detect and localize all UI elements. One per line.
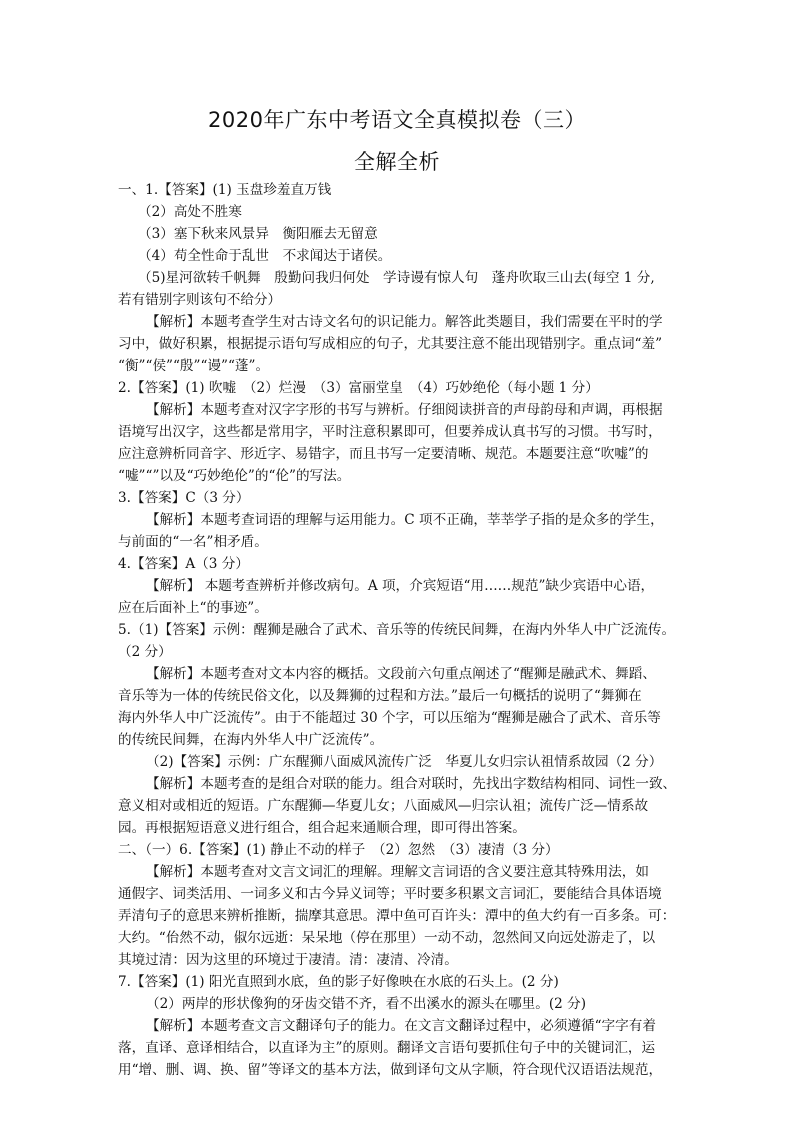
text-line: 若有错别字则该句不给分）: [118, 292, 282, 308]
text-line: 【解析】本题考查对文本内容的概括。文段前六句重点阐述了“醒狮是融武术、舞蹈、: [146, 666, 656, 682]
text-line: 应在后面补上“的事迹”。: [118, 600, 268, 616]
text-line: 【解析】本题考查词语的理解与运用能力。C 项不正确，莘莘学子指的是众多的学生，: [146, 512, 664, 528]
text-line: 【解析】本题考查文言文翻译句子的能力。在文言文翻译过程中，必须遵循“字字有着: [146, 1018, 656, 1034]
text-line: （2 分）: [118, 644, 172, 660]
text-line: 海内外华人中广泛流传”。由于不能超过 30 个字，可以压缩为“醒狮是融合了武术、音乐等: [118, 710, 661, 726]
text-line: 用“增、删、调、换、留”等译文的基本方法，做到译句文从字顺，符合现代汉语语法规范，: [118, 1062, 663, 1078]
text-line: 【解析】 本题考查辨析并修改病句。A 项，介宾短语“用……规范”缺少宾语中心语，: [146, 578, 655, 594]
text-line: 意义相对或相近的短语。广东醒狮—华夏儿女；八面威风—归宗认祖；流传广泛—情系故: [118, 798, 649, 814]
text-line: 其境过清：因为这里的环境过于凄清。清：凄清、冷清。: [118, 952, 458, 968]
text-line: 7.【答案】(1) 阳光直照到水底，鱼的影子好像映在水底的石头上。(2 分): [118, 974, 559, 990]
text-line: 一、1.【答案】(1) 玉盘珍羞直万钱: [118, 182, 332, 198]
text-line: （5)星河欲转千帆舞 殷勤问我归何处 学诗谩有惊人句 蓬舟吹取三山去(每空 1 分,: [138, 270, 655, 286]
text-line: 语境写出汉字，这些都是常用字，平时注意积累即可，但要养成认真书写的习惯。书写时，: [118, 424, 662, 440]
text-line: 园。再根据短语意义进行组合，组合起来通顺合理，即可得出答案。: [118, 820, 526, 836]
text-line: 二、（一）6.【答案】(1) 静止不动的样子 （2）忽然 （3）凄清（3 分）: [118, 842, 559, 858]
text-line: 3.【答案】C（3 分）: [118, 490, 250, 506]
text-line: （2)【答案】示例：广东醒狮八面威风流传广泛 华夏儿女归宗认祖情系故园（2 分）: [146, 754, 663, 770]
text-line: （2）两岸的形状像狗的牙齿交错不齐，看不出溪水的源头在哪里。(2 分): [146, 996, 587, 1012]
text-line: 【解析】本题考查的是组合对联的能力。组合对联时，先找出字数结构相同、词性一致、: [146, 776, 677, 792]
text-line: 【解析】本题考查学生对古诗文名句的识记能力。解答此类题目，我们需要在平时的学: [146, 314, 663, 330]
text-line: 5.（1)【答案】示例：醒狮是融合了武术、音乐等的传统民间舞，在海内外华人中广泛流传。: [118, 622, 676, 638]
text-line: 【解析】本题考查对文言文词汇的理解。理解文言词语的含义要注意其特殊用法，如: [146, 864, 649, 880]
text-line: 通假字、词类活用、一词多义和古今异义词等；平时要多积累文言词汇，要能结合具体语境: [118, 886, 662, 902]
page-subtitle: 全解全析: [354, 150, 440, 174]
text-line: 大约。“佁然不动，俶尔远逝：呆呆地（停在那里）一动不动，忽然间又向远处游走了，以: [118, 930, 656, 946]
text-line: 与前面的“一名”相矛盾。: [118, 534, 268, 550]
text-line: “嘘”“”以及“巧妙绝伦”的“伦”的写法。: [118, 468, 351, 484]
text-line: 习中，做好积累，根据提示语句写成相应的句子，尤其要注意不能出现错别字。重点词“羞”: [118, 336, 663, 352]
text-line: 应注意辨析同音字、形近字、易错字，而且书写一定要清晰、规范。本题要注意“吹嘘”的: [118, 446, 649, 462]
text-line: “衡”“侯”“殷”“谩”“蓬”。: [118, 358, 270, 374]
text-line: 4.【答案】A（3 分）: [118, 556, 249, 572]
text-line: 弄清句子的意思来辨析推断，揣摩其意思。潭中鱼可百许头：潭中的鱼大约有一百多条。可：: [118, 908, 676, 924]
text-line: 音乐等为一体的传统民俗文化，以及舞狮的过程和方法。”最后一句概括的说明了“舞狮在: [118, 688, 642, 704]
text-line: 的传统民间舞，在海内外华人中广泛流传”。: [118, 732, 384, 748]
text-line: 2.【答案】(1) 吹嘘 （2）烂漫 （3）富丽堂皇 （4）巧妙绝伦（每小题 1 分）: [118, 380, 599, 396]
text-line: 落，直译、意译相结合，以直译为主”的原则。翻译文言语句要抓住句子中的关键词汇，运: [118, 1040, 656, 1056]
page-title: 2020年广东中考语文全真模拟卷（三）: [208, 108, 586, 132]
text-line: （3）塞下秋来风景异 衡阳雁去无留意: [138, 226, 378, 242]
text-line: 【解析】本题考查对汉字字形的书写与辨析。仔细阅读拼音的声母韵母和声调，再根据: [146, 402, 663, 418]
text-line: （2）高处不胜寒: [138, 204, 242, 220]
text-line: （4）苟全性命于乱世 不求闻达于诸侯。: [138, 248, 392, 264]
